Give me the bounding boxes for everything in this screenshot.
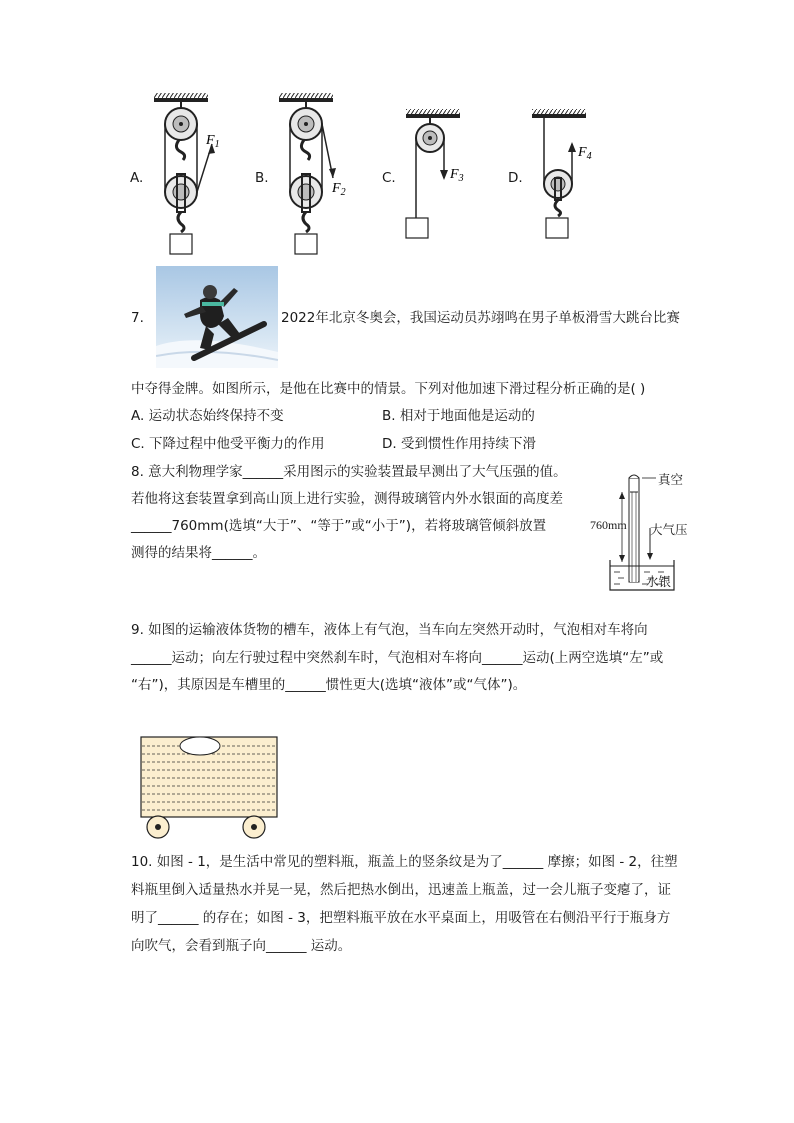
q10-line3: 明了______ 的存在；如图 - 3，把塑料瓶平放在水平桌面上，用吸管在右侧沿平行于瓶身方 <box>131 910 671 926</box>
q7-stem-line1: 2022年北京冬奥会，我国运动员苏翊鸣在男子单板滑雪大跳台比赛 <box>281 310 680 326</box>
torricelli-label-vacuum: 真空 <box>658 472 684 487</box>
q10-line4: 向吹气，会看到瓶子向______ 运动。 <box>131 938 352 954</box>
force-label-f2: $F_2$ <box>332 181 346 198</box>
option-c-letter: C. <box>382 170 396 186</box>
pulley-diagram-b <box>275 92 365 258</box>
pulley-diagram-a <box>150 92 240 258</box>
q8-line4: 测得的结果将______。 <box>131 545 266 561</box>
q9-line3: “右”)，其原因是车槽里的______惯性更大(选填“液体”或“气体”)。 <box>131 677 527 693</box>
torricelli-label-height: 760mm <box>590 518 627 532</box>
force-label-f4: $F_4$ <box>578 145 592 162</box>
q8-line1: 8. 意大利物理学家______采用图示的实验装置最早测出了大气压强的值。 <box>131 464 567 480</box>
option-d-letter: D. <box>508 170 523 186</box>
q7-stem-line2: 中夺得金牌。如图所示，是他在比赛中的情景。下列对他加速下滑过程分析正确的是( ) <box>131 381 646 397</box>
torricelli-label-pressure: 大气压 <box>650 522 688 537</box>
tank-truck-figure <box>136 732 286 842</box>
q7-option-a: A. 运动状态始终保持不变 <box>131 408 284 424</box>
option-b-letter: B. <box>255 170 269 186</box>
snowboarder-photo <box>156 266 278 368</box>
q9-line1: 9. 如图的运输液体货物的槽车，液体上有气泡，当车向左突然开动时，气泡相对车将向 <box>131 622 648 638</box>
force-label-f1: $F_1$ <box>206 133 220 150</box>
q7-option-c: C. 下降过程中他受平衡力的作用 <box>131 436 325 452</box>
force-label-f3: $F_3$ <box>450 167 464 184</box>
pulley-diagram-c <box>402 92 492 258</box>
option-a-letter: A. <box>130 170 144 186</box>
q7-option-d: D. 受到惯性作用持续下滑 <box>382 436 536 452</box>
q9-line2: ______运动；向左行驶过程中突然刹车时，气泡相对车将向______运动(上两空选填“左”或 <box>131 650 664 666</box>
pulley-options <box>120 92 720 262</box>
q8-line2: 若他将这套装置拿到高山顶上进行实验，测得玻璃管内外水银面的高度差 <box>131 491 563 507</box>
q7-option-b: B. 相对于地面他是运动的 <box>382 408 535 424</box>
pulley-diagram-d <box>528 92 618 258</box>
q10-line2: 料瓶里倒入适量热水并晃一晃，然后把热水倒出，迅速盖上瓶盖，过一会儿瓶子变瘪了，证 <box>131 882 671 898</box>
torricelli-label-mercury: 水银 <box>646 574 672 589</box>
q8-line3: ______760mm(选填“大于”、“等于”或“小于”)，若将玻璃管倾斜放置 <box>131 518 547 534</box>
q7-number: 7. <box>131 310 144 326</box>
q10-line1: 10. 如图 - 1，是生活中常见的塑料瓶，瓶盖上的竖条纹是为了______ 摩擦；如图 - 2，往塑 <box>131 854 678 870</box>
